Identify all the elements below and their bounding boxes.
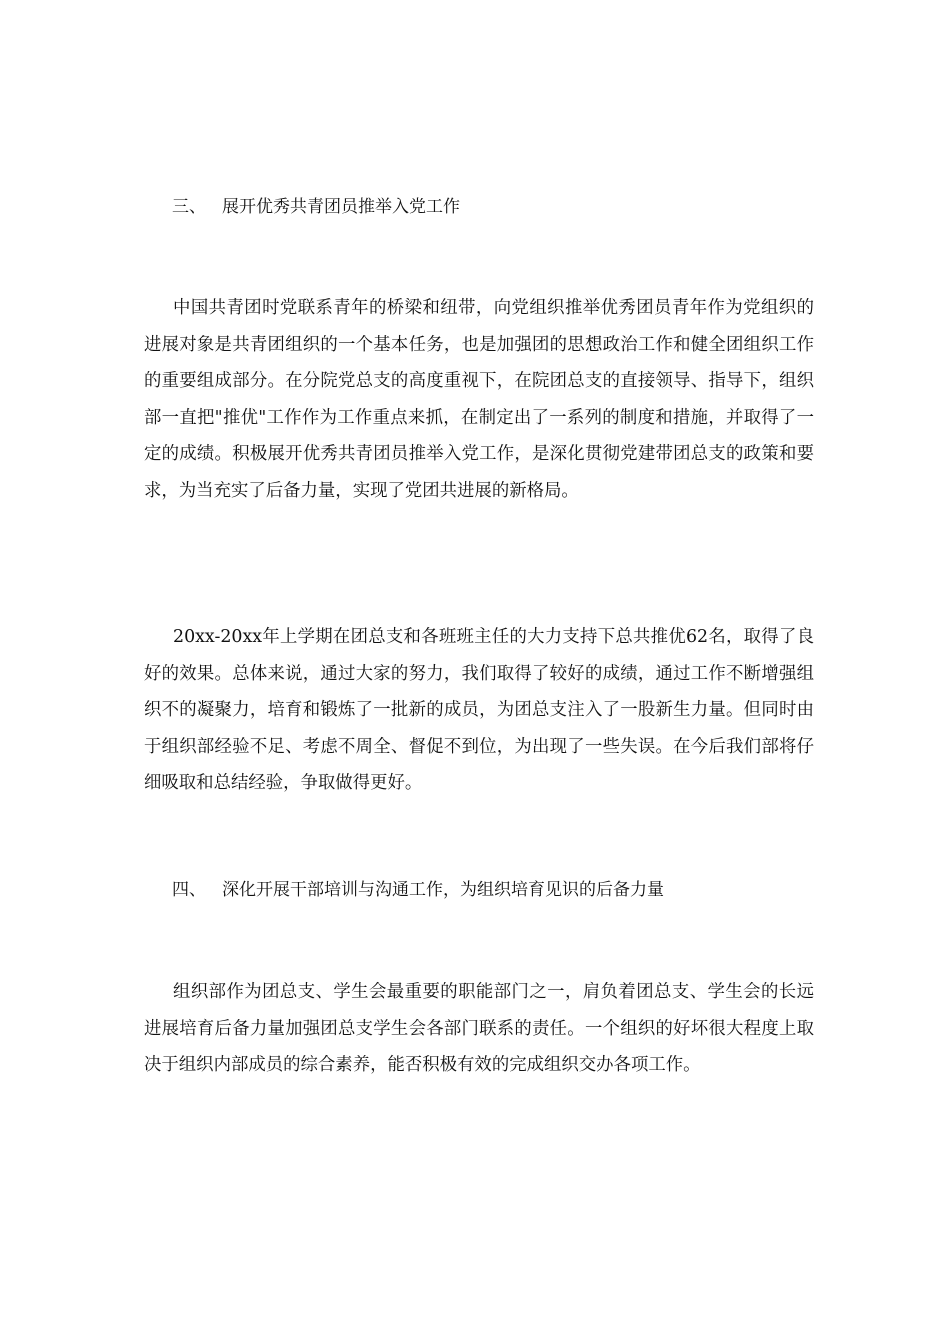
section-4-heading: [172, 878, 664, 902]
section-3-heading: [172, 195, 460, 219]
section-4-paragraph-1: 组织部作为团总支、学生会最重要的职能部门之一，肩负着团总支、学生会的长远进展培育后备力量加强团总支学生会各部门联系的责任。一个组织的好坏很大程度上取决于组织内部成员的综合素养，能否积极有效的完成组织交办各项工作。: [144, 982, 814, 1075]
section-3-title: 展开优秀共青团员推举入党工作: [222, 197, 460, 217]
section-4-number: 四、: [172, 880, 206, 900]
section-4-title: 深化开展干部培训与沟通工作，为组织培育见识的后备力量: [222, 880, 664, 900]
section-3-paragraph-1: 中国共青团时党联系青年的桥梁和纽带，向党组织推举优秀团员青年作为党组织的进展对象是共青团组织的一个基本任务，也是加强团的思想政治工作和健全团组织工作的重要组成部分。在分院党总支的高度重视下，在院团总支的直接领导、指导下，组织部一直把"推优"工作作为工作重点来抓，在制定出了一系列的制度和措施，并取得了一定的成绩。积极展开优秀共青团员推举入党工作，是深化贯彻党建带团总支的政策和要求，为当充实了后备力量，实现了党团共进展的新格局。: [144, 298, 814, 501]
section-3-number: 三、: [172, 197, 206, 217]
section-3-paragraph-2: 20xx-20xx年上学期在团总支和各班班主任的大力支持下总共推优62名，取得了良好的效果。总体来说，通过大家的努力，我们取得了较好的成绩，通过工作不断增强组织不的凝聚力，培育和锻炼了一批新的成员，为团总支注入了一股新生力量。但同时由于组织部经验不足、考虑不周全、督促不到位，为出现了一些失误。在今后我们部将仔细吸取和总结经验，争取做得更好。: [144, 627, 814, 793]
